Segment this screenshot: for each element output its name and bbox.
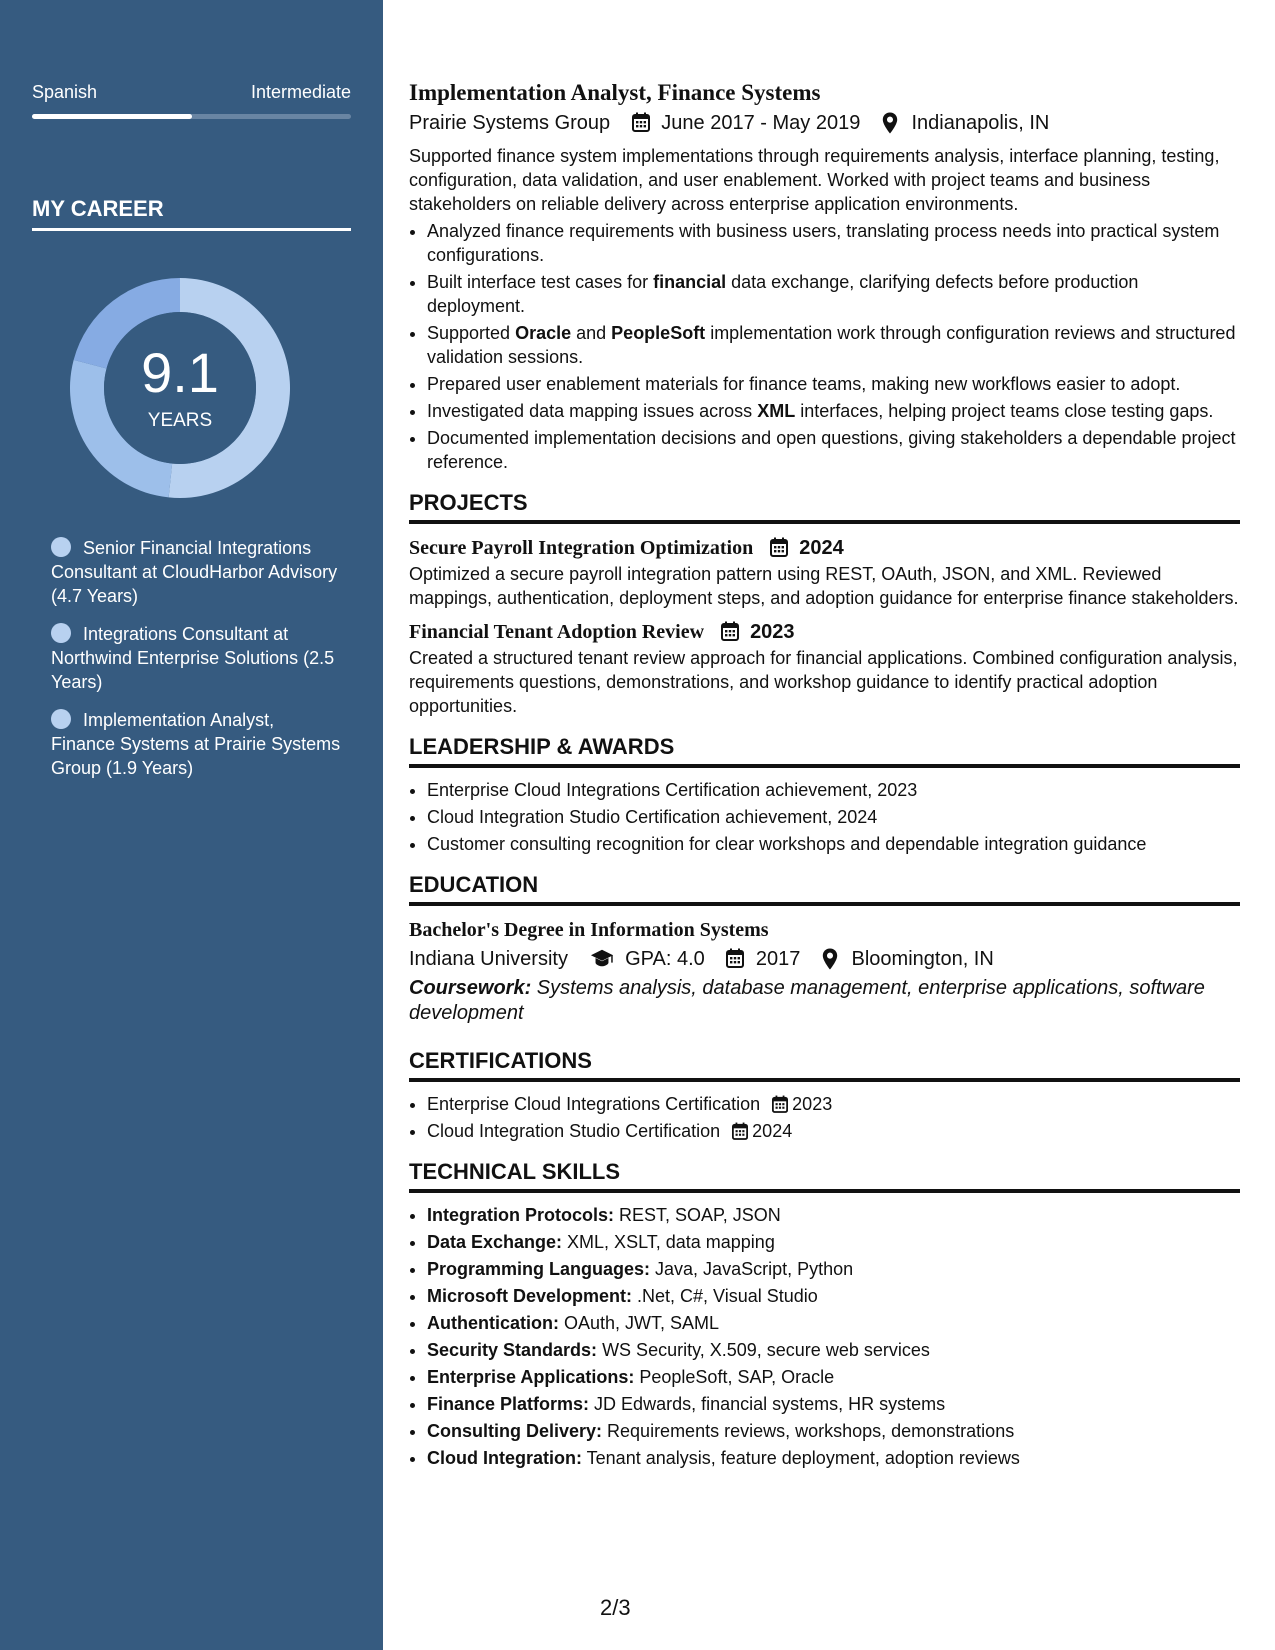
award-item: • Customer consulting recognition for clear workshops and dependable integration guidance bbox=[427, 832, 1240, 856]
skill-value: XML, XSLT, data mapping bbox=[562, 1232, 775, 1252]
calendar-icon bbox=[732, 1122, 748, 1140]
skill-label: Cloud Integration: bbox=[427, 1448, 582, 1468]
skill-value: WS Security, X.509, secure web services bbox=[597, 1340, 930, 1360]
job-dates: June 2017 - May 2019 bbox=[661, 112, 861, 134]
career-item-text: Integrations Consultant at Northwind Enterprise Solutions (2.5 Years) bbox=[51, 624, 335, 692]
award-item: • Cloud Integration Studio Certification achievement, 2024 bbox=[427, 805, 1240, 829]
main-content bbox=[409, 78, 1240, 1473]
sidebar bbox=[0, 0, 383, 1650]
certification-item bbox=[427, 1092, 1240, 1116]
skills-heading: TECHNICAL SKILLS bbox=[409, 1157, 1240, 1193]
skill-item bbox=[427, 1419, 1240, 1443]
career-heading: MY CAREER bbox=[32, 196, 351, 231]
coursework bbox=[409, 976, 1240, 1026]
certifications-list bbox=[409, 1092, 1240, 1143]
certification-name: Cloud Integration Studio Certification bbox=[427, 1121, 721, 1141]
skill-label: Data Exchange: bbox=[427, 1232, 563, 1252]
language-proficiency-bar bbox=[32, 114, 351, 119]
calendar-icon bbox=[772, 1095, 788, 1113]
skill-label: Programming Languages: bbox=[427, 1259, 651, 1279]
experience-entry bbox=[409, 78, 1240, 474]
bullet-text: Prepared user enablement materials for finance teams, making new workflows easier to adopt. bbox=[427, 374, 1181, 394]
skill-item bbox=[427, 1392, 1240, 1416]
job-bullet bbox=[427, 219, 1240, 267]
skill-label: Security Standards: bbox=[427, 1340, 598, 1360]
language-name: Spanish bbox=[32, 82, 98, 102]
project-description: Created a structured tenant review approach for financial applications. Combined configuration analysis, requirements questions, demonstrations, and workshop guidance to identify practical adoption opportunities. bbox=[409, 648, 1238, 716]
calendar-icon bbox=[770, 537, 788, 557]
job-bullet bbox=[427, 399, 1240, 423]
certifications-heading: CERTIFICATIONS bbox=[409, 1046, 1240, 1082]
skills-section bbox=[409, 1157, 1240, 1470]
skill-label: Enterprise Applications: bbox=[427, 1367, 635, 1387]
calendar-icon bbox=[721, 621, 739, 641]
job-location: Indianapolis, IN bbox=[911, 112, 1050, 134]
skill-item bbox=[427, 1203, 1240, 1227]
skill-item bbox=[427, 1230, 1240, 1254]
coursework-label: Coursework: bbox=[409, 977, 532, 999]
skill-label: Integration Protocols: bbox=[427, 1205, 615, 1225]
career-item bbox=[51, 622, 341, 694]
project-name: Secure Payroll Integration Optimization bbox=[409, 537, 754, 559]
education-heading: EDUCATION bbox=[409, 870, 1240, 906]
language-row bbox=[32, 82, 351, 106]
skill-item bbox=[427, 1257, 1240, 1281]
project-title bbox=[409, 618, 1240, 646]
job-bullet bbox=[427, 426, 1240, 474]
career-dot bbox=[51, 623, 71, 643]
skill-value: JD Edwards, financial systems, HR systems bbox=[589, 1394, 946, 1414]
job-bullet bbox=[427, 270, 1240, 318]
school-name: Indiana University bbox=[409, 948, 568, 970]
projects-heading: PROJECTS bbox=[409, 488, 1240, 524]
career-dot bbox=[51, 537, 71, 557]
awards-section bbox=[409, 732, 1240, 856]
job-bullet bbox=[427, 321, 1240, 369]
education-meta bbox=[409, 944, 1240, 974]
skill-value: OAuth, JWT, SAML bbox=[559, 1313, 720, 1333]
bullet-text: and bbox=[571, 323, 612, 343]
bullet-text: Analyzed finance requirements with business users, translating process needs into practical system configurations. bbox=[427, 221, 1220, 265]
career-item bbox=[51, 708, 341, 780]
skill-label: Consulting Delivery: bbox=[427, 1421, 603, 1441]
career-total-value: 9.1 bbox=[141, 341, 219, 404]
awards-list bbox=[409, 778, 1240, 856]
graduation-cap-icon bbox=[590, 948, 614, 968]
bullet-text: Supported bbox=[427, 323, 516, 343]
career-total-unit: YEARS bbox=[147, 410, 213, 431]
job-summary: Supported finance system implementations through requirements analysis, interface planning, testing, configuration, data validation, and user enablement. Worked with project teams and business stakeholders on reliable delivery across enterprise application environments. bbox=[409, 146, 1220, 214]
calendar-icon bbox=[726, 948, 744, 968]
bullet-text: Documented implementation decisions and open questions, giving stakeholders a dependable project reference. bbox=[427, 428, 1236, 472]
certification-item bbox=[427, 1119, 1240, 1143]
certification-name: Enterprise Cloud Integrations Certification bbox=[427, 1094, 761, 1114]
graduation-year: 2017 bbox=[755, 948, 801, 970]
location-pin-icon bbox=[822, 948, 840, 968]
certification-year: 2023 bbox=[792, 1094, 833, 1114]
bullet-keyword: Oracle bbox=[515, 323, 572, 343]
calendar-icon bbox=[632, 112, 650, 132]
project-year: 2024 bbox=[799, 537, 844, 559]
career-list bbox=[51, 536, 341, 794]
company-name: Prairie Systems Group bbox=[409, 112, 611, 134]
project-title bbox=[409, 534, 1240, 562]
skill-item bbox=[427, 1284, 1240, 1308]
bullet-text: Built interface test cases for bbox=[427, 272, 654, 292]
job-bullets bbox=[409, 219, 1240, 474]
certification-year: 2024 bbox=[752, 1121, 793, 1141]
bullet-text: interfaces, helping project teams close testing gaps. bbox=[795, 401, 1214, 421]
gpa: GPA: 4.0 bbox=[625, 948, 705, 970]
school-location: Bloomington, IN bbox=[851, 948, 994, 970]
bullet-text: implementation work through configuration reviews and structured validation sessions. bbox=[427, 323, 1236, 367]
job-meta bbox=[409, 108, 1240, 138]
career-donut-chart bbox=[66, 274, 294, 502]
bullet-text: data exchange, clarifying defects before production deployment. bbox=[427, 272, 1139, 316]
career-item bbox=[51, 536, 341, 608]
skill-label: Microsoft Development: bbox=[427, 1286, 633, 1306]
skill-value: Requirements reviews, workshops, demonstrations bbox=[602, 1421, 1015, 1441]
skill-item bbox=[427, 1311, 1240, 1335]
career-item-text: Implementation Analyst, Finance Systems at Prairie Systems Group (1.9 Years) bbox=[51, 710, 341, 778]
skill-item bbox=[427, 1365, 1240, 1389]
skill-label: Finance Platforms: bbox=[427, 1394, 590, 1414]
language-level: Intermediate bbox=[250, 82, 351, 102]
skill-value: Java, JavaScript, Python bbox=[650, 1259, 854, 1279]
projects-section bbox=[409, 488, 1240, 718]
project-year: 2023 bbox=[750, 621, 795, 643]
coursework-text: Systems analysis, database management, enterprise applications, software development bbox=[409, 977, 1205, 1024]
skill-value: Tenant analysis, feature deployment, adoption reviews bbox=[581, 1448, 1020, 1468]
page-number: 2/3 bbox=[600, 1595, 631, 1620]
award-item: • Enterprise Cloud Integrations Certification achievement, 2023 bbox=[427, 778, 1240, 802]
skill-item bbox=[427, 1338, 1240, 1362]
bullet-text: Investigated data mapping issues across bbox=[427, 401, 758, 421]
degree-title: Bachelor's Degree in Information Systems bbox=[409, 919, 769, 941]
bullet-keyword: XML bbox=[757, 401, 796, 421]
bullet-keyword: PeopleSoft bbox=[611, 323, 706, 343]
skill-value: PeopleSoft, SAP, Oracle bbox=[634, 1367, 835, 1387]
skill-value: REST, SOAP, JSON bbox=[614, 1205, 781, 1225]
career-dot bbox=[51, 709, 71, 729]
career-item-text: Senior Financial Integrations Consultant at CloudHarbor Advisory (4.7 Years) bbox=[51, 538, 338, 606]
skills-list bbox=[409, 1203, 1240, 1470]
skill-item bbox=[427, 1446, 1240, 1470]
project-description: Optimized a secure payroll integration pattern using REST, OAuth, JSON, and XML. Reviewed mappings, authentication, deployment steps, and adoption guidance for enterprise finance stakeholders. bbox=[409, 564, 1239, 608]
location-pin-icon bbox=[882, 112, 900, 132]
project-name: Financial Tenant Adoption Review bbox=[409, 621, 705, 643]
skill-label: Authentication: bbox=[427, 1313, 559, 1333]
education-section bbox=[409, 870, 1240, 1026]
certifications-section bbox=[409, 1046, 1240, 1143]
job-bullet bbox=[427, 372, 1240, 396]
awards-heading: LEADERSHIP & AWARDS bbox=[409, 732, 1240, 768]
language-proficiency-fill bbox=[32, 114, 192, 119]
bullet-keyword: financial bbox=[653, 272, 727, 292]
skill-value: .Net, C#, Visual Studio bbox=[632, 1286, 818, 1306]
job-title: Implementation Analyst, Finance Systems bbox=[409, 80, 821, 105]
